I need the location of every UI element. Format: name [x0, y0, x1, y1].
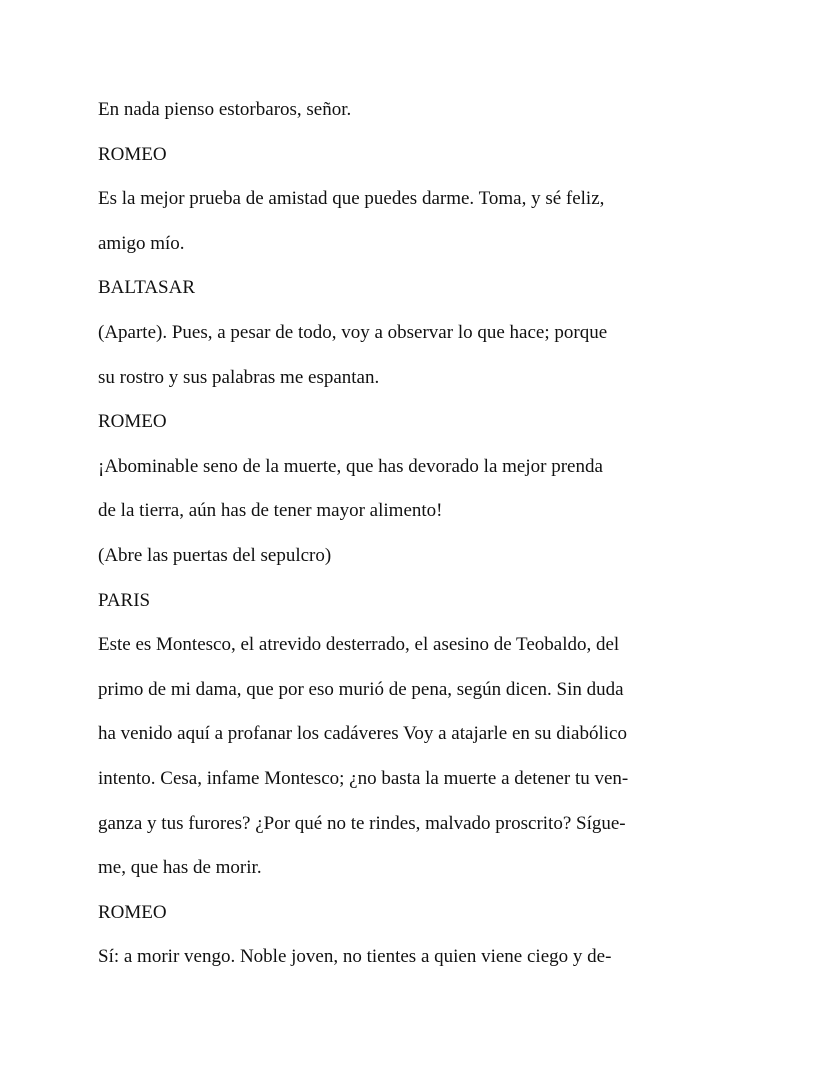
- dialogue-line: intento. Cesa, infame Montesco; ¿no basta la muerte a detener tu ven-: [98, 767, 629, 789]
- dialogue-line: Este es Montesco, el atrevido desterrado, el asesino de Teobaldo, del: [98, 634, 620, 656]
- dialogue-line: Es la mejor prueba de amistad que puedes darme. Toma, y sé feliz,: [98, 188, 605, 210]
- dialogue-line: ¡Abominable seno de la muerte, que has devorado la mejor prenda: [98, 455, 603, 477]
- speaker-name: PARIS: [98, 589, 151, 611]
- speaker-name: ROMEO: [98, 901, 167, 923]
- dialogue-line: su rostro y sus palabras me espantan.: [98, 366, 380, 388]
- play-text: [98, 96, 738, 988]
- dialogue-line: (Aparte). Pues, a pesar de todo, voy a observar lo que hace; porque: [98, 321, 608, 343]
- dialogue-line: de la tierra, aún has de tener mayor alimento!: [98, 500, 443, 522]
- dialogue-line: En nada pienso estorbaros, señor.: [98, 99, 352, 120]
- dialogue-line: primo de mi dama, que por eso murió de pena, según dicen. Sin duda: [98, 678, 624, 700]
- dialogue-line: amigo mío.: [98, 232, 185, 254]
- dialogue-line: me, que has de morir.: [98, 857, 262, 879]
- dialogue-line: ganza y tus furores? ¿Por qué no te rindes, malvado proscrito? Sígue-: [98, 812, 626, 834]
- speaker-name: BALTASAR: [98, 277, 196, 299]
- dialogue-line: Sí: a morir vengo. Noble joven, no tientes a quien viene ciego y de-: [98, 946, 612, 968]
- speaker-name: ROMEO: [98, 411, 167, 433]
- dialogue-line: ha venido aquí a profanar los cadáveres Voy a atajarle en su diabólico: [98, 723, 627, 745]
- stage-direction: (Abre las puertas del sepulcro): [98, 544, 332, 566]
- speaker-name: ROMEO: [98, 143, 167, 165]
